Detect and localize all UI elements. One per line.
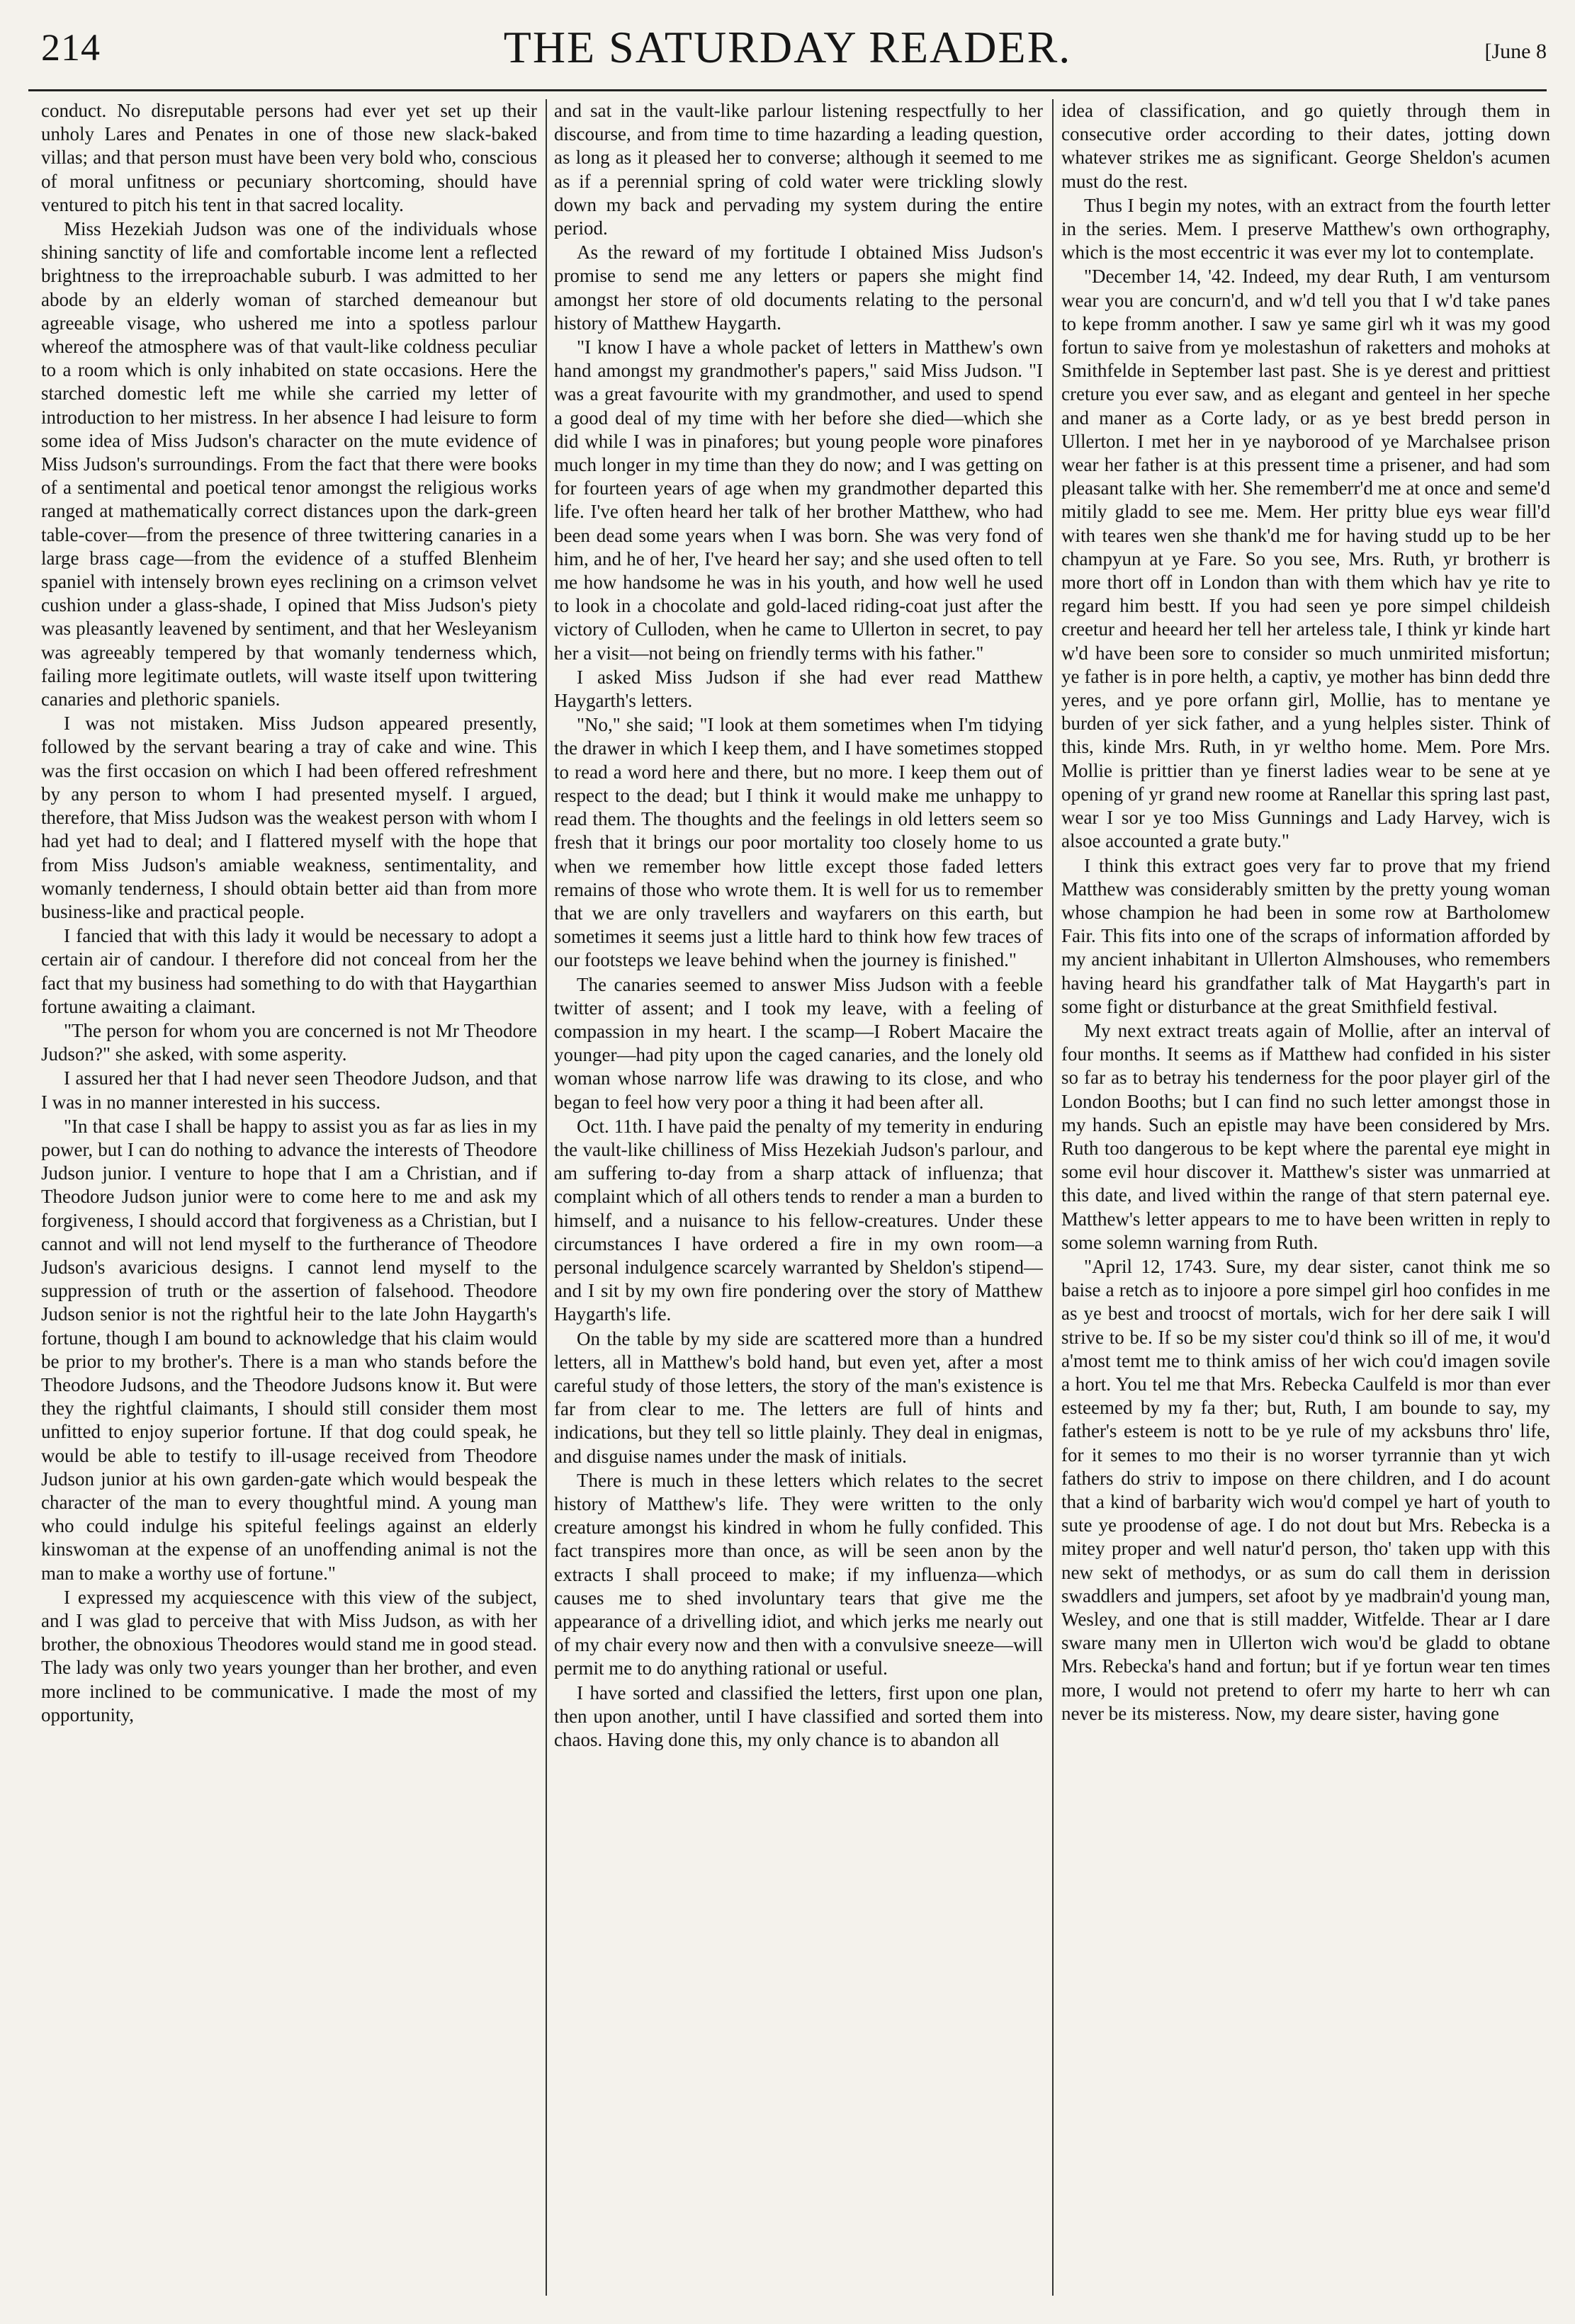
- text-column-1: [41, 99, 537, 2318]
- paragraph: "December 14, '42. Indeed, my dear Ruth, I am ventursom wear you are concurn'd, and w'd tell you that I w'd take panes to kepe fromm another. I saw ye same girl wh it was my good fortun to saive from ye molestashun of raketters and mohoks at Smithfelde in September last past. She is ye derest and prittiest creture you ever saw, and as elegant and genteel in her speche and maner as a Corte lady, or as ye best bredd person in Ullerton. I met her in ye nayborood of ye Marchalsee prison wear her father is at this pressent time a prisener, and had som pleasant talke with her. She rememberr'd me at once and seme'd mitily gladd to see me. Mem. Her pritty blue eys wear fill'd with teares wen she thank'd me for having studd up to be her champyun at ye Fare. So you see, Mrs. Ruth, yr brotherr is more thort off in London than with them which hav ye rite to regard him bestt. If you had seen ye pore simpel childeish creetur and heeard her tell her arteless tale, I think yr kinde hart w'd have been sore to consider so much unmirited misfortun; ye father is in pore helth, a captiv, ye mother has binn dedd thre yeres, and ye pore orfann girl, Mollie, has to mentane ye burden of yer sick father, and a yung helples sister. Think of this, kinde Mrs. Ruth, in yr weltho home. Mem. Pore Mrs. Mollie is prittier than ye finerst ladies wear to be sene at ye opening of yr grand new roome at Ranellar this spring last past, wear I sor ye too Miss Gunnings and Lady Harvey, wich is alsoe accounted a grate buty.": [1061, 266, 1550, 852]
- text-column-3: [1061, 99, 1550, 2318]
- issue-date: [June 8: [1484, 40, 1547, 63]
- paragraph: The canaries seemed to answer Miss Judson with a feeble twitter of assent; and I took my leave, with a feeling of compassion in my heart. I the scamp—I Robert Macaire the younger—had pity upon the caged canaries, and the lonely old woman whose narrow life was drawing to its close, and who began to feel how very poor a thing it had been after all.: [554, 973, 1043, 1113]
- page-header: [28, 16, 1547, 79]
- paragraph: My next extract treats again of Mollie, after an interval of four months. It seems as if Matthew had confided in his sister so far as to betray his tenderness for the poor player girl of the London Booths; but I can find no such letter amongst those in my hands. Such an epistle may have been considered by Mrs. Ruth too dangerous to be kept where the parental eye might in some evil hour discover it. Matthew's sister was unmarried at this date, and lived within the range of that stern paternal eye. Matthew's letter appears to me to have been written in reply to some solemn warning from Ruth.: [1061, 1019, 1550, 1253]
- paragraph: conduct. No disreputable persons had ever yet set up their unholy Lares and Penates in one of those new slack-baked villas; and that person must have been very bold who, conscious of moral unfitness or pecuniary shortcoming, should have ventured to pitch his tent in that sacred locality.: [41, 100, 537, 215]
- paragraph: idea of classification, and go quietly through them in consecutive order according to their dates, jotting down whatever strikes me as significant. George Sheldon's acumen must do the rest.: [1061, 100, 1550, 192]
- paragraph: I fancied that with this lady it would be necessary to adopt a certain air of candour. I therefore did not conceal from her the fact that my business had something to do with that Haygarthian fortune awaiting a claimant.: [41, 925, 537, 1017]
- paragraph: I asked Miss Judson if she had ever read Matthew Haygarth's letters.: [554, 666, 1043, 712]
- paragraph: I was not mistaken. Miss Judson appeared presently, followed by the servant bearing a tray of cake and wine. This was the first occasion on which I had been offered refreshment by any person to whom I had presented myself. I argued, therefore, that Miss Judson was the weakest person with whom I had yet had to deal; and I flattered myself with the hope that from Miss Judson's amiable weakness, sentimentality, and womanly tenderness, I should obtain better aid than from more business-like and practical people.: [41, 713, 537, 922]
- paragraph: I have sorted and classified the letters, first upon one plan, then upon another, until I have classified and sorted them into chaos. Having done this, my only chance is to abandon all: [554, 1682, 1043, 1751]
- paragraph: I expressed my acquiescence with this view of the subject, and I was glad to perceive that with Miss Judson, as with her brother, the obnoxious Theodores would stand me in good stead. The lady was only two years younger than her brother, and even more inclined to be communicative. I made the most of my opportunity,: [41, 1586, 537, 1725]
- page-number: 214: [41, 26, 101, 69]
- paragraph: There is much in these letters which relates to the secret history of Matthew's life. They were written to the only creature amongst his kindred in whom he fully confided. This fact transpires more than once, as will be seen anon by the extracts I shall proceed to make; if my influenza—which causes me to shed involuntary tears that give me the appearance of a drivelling idiot, and which jerks me nearly out of my chair every now and then with a convulsive sneeze—will permit me to do anything rational or useful.: [554, 1469, 1043, 1679]
- paragraph: I assured her that I had never seen Theodore Judson, and that I was in no manner interested in his success.: [41, 1067, 537, 1113]
- column-divider: [1052, 99, 1054, 2296]
- column-divider: [546, 99, 547, 2296]
- text-column-2: [554, 99, 1043, 2318]
- paragraph: Oct. 11th. I have paid the penalty of my temerity in enduring the vault-like chilliness of Miss Hezekiah Judson's parlour, and am suffering to-day from a sharp attack of influenza; that complaint which of all others tends to render a man a burden to himself, and a nuisance to his fellow-creatures. Under these circumstances I have ordered a fire in my own room—a personal indulgence scarcely warranted by Sheldon's stipend—and I sit by my own fire pondering over the story of Matthew Haygarth's life.: [554, 1115, 1043, 1325]
- paragraph: "April 12, 1743. Sure, my dear sister, canot think me so baise a retch as to injoore a pore simpel girl hoo confides in me as ye best and troocst of mortals, wich for her dere saik I will strive to be. If so be my sister cou'd think so ill of me, it wou'd a'most temt me to think amiss of her wich cou'd imagen sovile a hort. You tel me that Mrs. Rebecka Caulfeld is mor than ever esteemed by my fa ther; but, Ruth, I am bounde to say, my father's esteem is nott to be ye rule of my acksbuns thro' life, for it semes to mo their is no worser tyrrannie than yt wich fathers do striv to impose on there children, and I do acount that a kind of barbarity wich wou'd compel ye hart of youth to sute ye proodense of age. I do not dout but Mrs. Rebecka is a mitey proper and well natur'd person, tho' taken upp with this new sekt of methodys, or as sum do call them in derission swaddlers and jumpers, set afoot by ye madbrain'd young man, Wesley, and one that is still madder, Witfelde. Thear ar I dare sware many men in Ullerton wich wou'd be gladd to obtane Mrs. Rebecka's hand and fortun; but if ye fortun wear ten times more, I would not pretend to oferr my harte to herr wh can never be its misteress. Now, my deare sister, having gone: [1061, 1255, 1550, 1724]
- header-rule: [28, 89, 1547, 91]
- masthead-title: THE SATURDAY READER.: [503, 22, 1072, 72]
- paragraph: and sat in the vault-like parlour listening respectfully to her discourse, and from time to time hazarding a leading question, as long as it pleased her to converse; although it seemed to me as if a perennial spring of cold water were trickling slowly down my back and pervading my system during the entire period.: [554, 100, 1043, 239]
- paragraph: "The person for whom you are concerned is not Mr Theodore Judson?" she asked, with some asperity.: [41, 1019, 537, 1065]
- paragraph: "No," she said; "I look at them sometimes when I'm tidying the drawer in which I keep them, and I have sometimes stopped to read a word here and there, but no more. I keep them out of respect to the dead; but I think it would make me unhappy to read them. The thoughts and the feelings in old letters seem so fresh that it brings our poor mortality too closely home to us when we remember how little except those faded letters remains of those who wrote them. It is well for us to remember that we are only travellers and wayfarers on this earth, but sometimes it seems just a little hard to think how few traces of our footsteps we leave behind when the journey is finished.": [554, 714, 1043, 971]
- paragraph: On the table by my side are scattered more than a hundred letters, all in Matthew's bold hand, but even yet, after a most careful study of those letters, the story of the man's existence is far from clear to me. The letters are full of hints and indications, but they tell so little plainly. They deal in enigmas, and disguise names under the mask of initials.: [554, 1327, 1043, 1467]
- paragraph: Miss Hezekiah Judson was one of the individuals whose shining sanctity of life and comfortable income lent a reflected brightness to the irreproachable suburb. I was admitted to her abode by an elderly woman of starched demeanour but agreeable visage, who ushered me into a spotless parlour whereof the atmosphere was of that vault-like coldness peculiar to a room which is only inhabited on state occasions. Here the starched domestic left me while she carried my letter of introduction to her mistress. In her absence I had leisure to form some idea of Miss Judson's character on the mute evidence of Miss Judson's surroundings. From the fact that there were books of a sentimental and poetical tenor amongst the religious works ranged at mathematically correct distances upon the dark-green table-cover—from the presence of three twittering canaries in a large brass cage—from the evidence of a stuffed Blenheim spaniel with intensely brown eyes reclining on a crimson velvet cushion under a glass-shade, I opined that Miss Judson's piety was pleasantly leavened by sentiment, and that her Wesleyanism was agreeably tempered by that womanly tenderness which, failing more legitimate outlets, will waste itself upon twittering canaries and plethoric spaniels.: [41, 218, 537, 710]
- paragraph: "I know I have a whole packet of letters in Matthew's own hand amongst my grandmother's papers," said Miss Judson. "I was a great favourite with my grandmother, and used to spend a good deal of my time with her before she died—which she did while I was in pinafores; but young people wore pinafores much longer in my time than they do now; and I was getting on for fourteen years of age when my grandmother departed this life. I've often heard her talk of her brother Matthew, who had been dead some years when I was born. She was very fond of him, and he of her, I've heard her say; and she used often to tell me how handsome he was in his youth, and how well he used to look in a chocolate and gold-laced riding-coat just after the victory of Culloden, when he came to Ullerton in secret, to pay her a visit—not being on friendly terms with his father.": [554, 336, 1043, 664]
- paragraph: I think this extract goes very far to prove that my friend Matthew was considerably smitten by the pretty young woman whose champion he had been in some row at Bartholomew Fair. This fits into one of the scraps of information afforded by my ancient inhabitant in Ullerton Almshouses, who remembers having heard his grandfather talk of Mat Haygarth's part in some fight or disturbance at the great Smithfield festival.: [1061, 854, 1550, 1017]
- paragraph: As the reward of my fortitude I obtained Miss Judson's promise to send me any letters or papers she might find amongst her store of old documents relating to the personal history of Matthew Haygarth.: [554, 242, 1043, 334]
- paragraph: Thus I begin my notes, with an extract from the fourth letter in the series. Mem. I preserve Matthew's own orthography, which is the most eccentric it was ever my lot to contemplate.: [1061, 194, 1550, 263]
- paragraph: "In that case I shall be happy to assist you as far as lies in my power, but I can do nothing to advance the interests of Theodore Judson junior. I venture to hope that I am a Christian, and if Theodore Judson junior were to come here to me and ask my forgiveness, I should accord that forgiveness as a Christian, but I cannot and will not lend myself to the furtherance of Theodore Judson's avaricious designs. I cannot lend myself to the suppression of truth or the assertion of falsehood. Theodore Judson senior is not the rightful heir to the late John Haygarth's fortune, though I am bound to acknowledge that his claim would be prior to my brother's. There is a man who stands before the Theodore Judsons, and the Theodore Judsons know it. But were they the rightful claimants, I should still consider them most unfitted to enjoy superior fortune. If that dog could speak, he would be able to testify to ill-usage received from Theodore Judson junior at his own garden-gate which would bespeak the character of the man to every thoughtful mind. A young man who could indulge his spiteful feelings against an elderly kinswoman at the expense of an unoffending animal is not the man to make a worthy use of fortune.": [41, 1115, 537, 1584]
